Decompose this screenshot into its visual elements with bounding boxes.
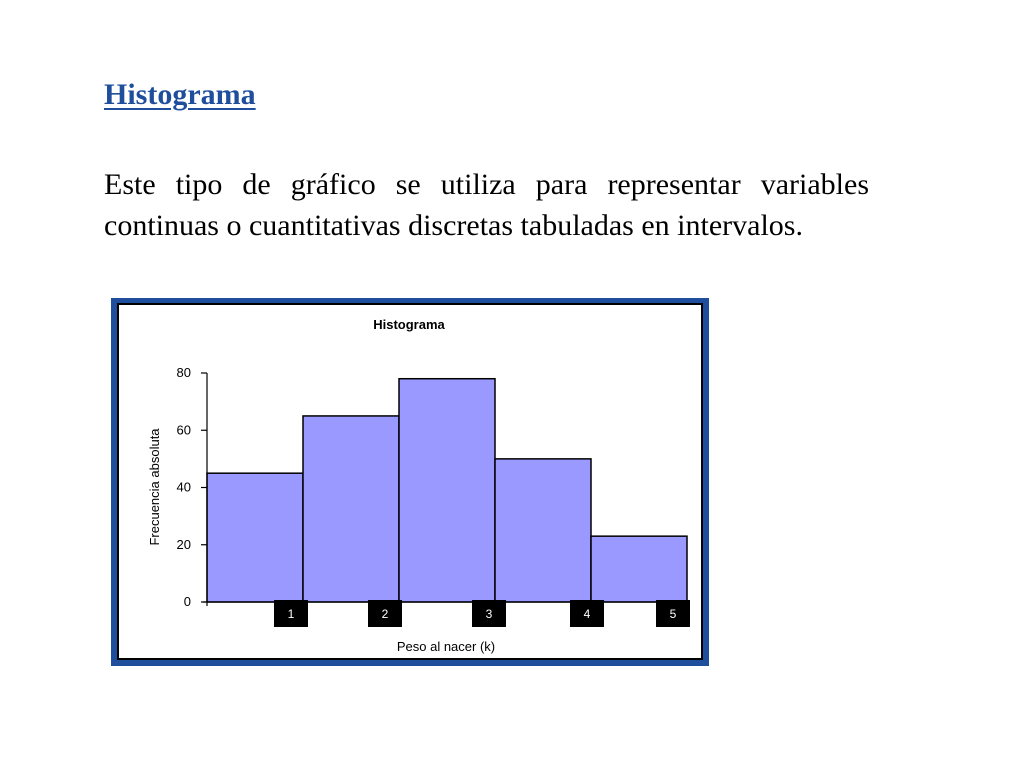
- y-tick-label: 80: [176, 365, 191, 380]
- y-tick-label: 0: [183, 594, 191, 609]
- histogram-bar: [303, 416, 399, 602]
- chart-title: Histograma: [373, 317, 445, 332]
- x-boundary-label: 4: [583, 607, 591, 621]
- histogram-bar: [207, 473, 303, 602]
- x-boundary-label: 5: [669, 607, 677, 621]
- y-tick-label: 40: [176, 479, 191, 495]
- histogram-bar: [399, 379, 495, 602]
- x-axis-label: Peso al nacer (k): [396, 639, 496, 654]
- y-tick-label: 60: [176, 422, 191, 438]
- x-boundary-label: 1: [287, 607, 295, 621]
- x-boundary-label: 2: [381, 607, 389, 621]
- chart-frame: [111, 298, 709, 666]
- histogram-bar: [495, 459, 591, 602]
- y-axis-label: Frecuencia absoluta: [147, 428, 162, 546]
- histogram-bar: [591, 536, 687, 602]
- page-heading: Histograma: [104, 78, 256, 111]
- x-boundary-label: 3: [485, 607, 493, 621]
- y-tick-label: 20: [176, 536, 191, 552]
- description-paragraph: Este tipo de gráfico se utiliza para representar variables continuas o cuantitativas discretas tabuladas en intervalos.: [104, 168, 869, 242]
- histogram-chart: [111, 298, 709, 666]
